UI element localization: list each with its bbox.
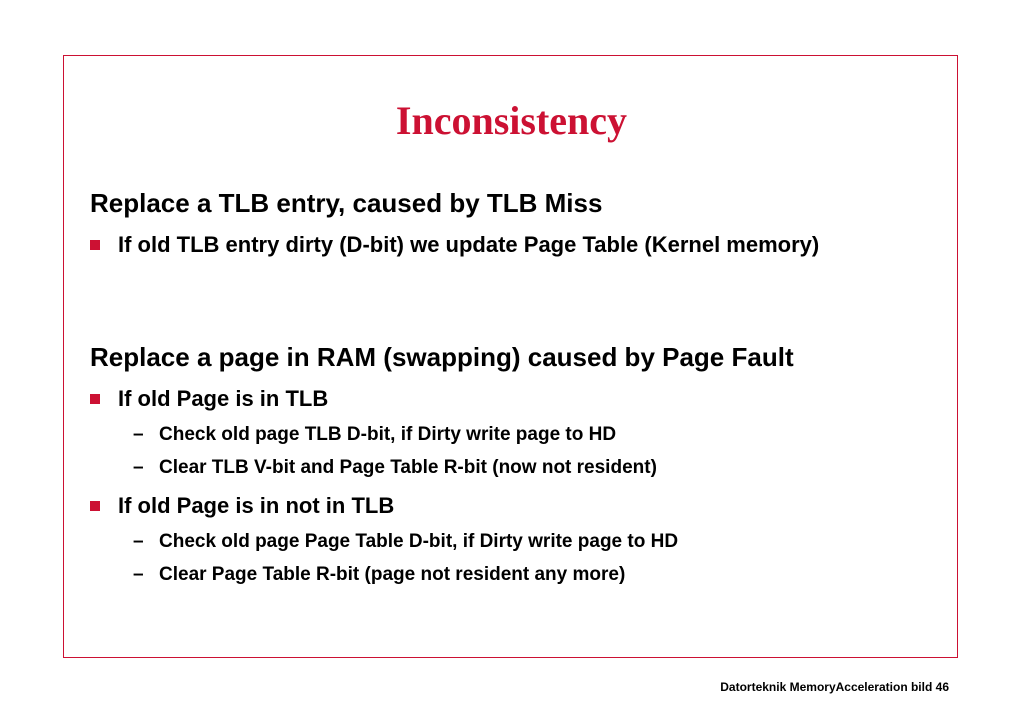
sub-bullet-clear-tlb-v-bit: [133, 455, 657, 481]
bullet-old-page-not-in-tlb: [90, 490, 888, 522]
dash-bullet-icon: –: [133, 531, 144, 552]
bullet-old-page-in-tlb: [90, 383, 888, 415]
bullet-old-tlb-entry-dirty: [90, 229, 888, 261]
dash-bullet-icon: –: [133, 457, 144, 478]
bullet-text: If old TLB entry dirty (D-bit) we update Page Table (Kernel memory): [118, 232, 820, 257]
square-bullet-icon: [90, 240, 100, 250]
sub-bullet-clear-page-table-r-bit: [133, 562, 625, 588]
sub-bullet-text: Clear Page Table R-bit (page not resident any more): [159, 564, 626, 585]
sub-bullet-text: Clear TLB V-bit and Page Table R-bit (now not resident): [159, 457, 657, 478]
bullet-text: If old Page is in TLB: [118, 386, 329, 411]
sub-bullet-text: Check old page Page Table D-bit, if Dirty write page to HD: [159, 531, 679, 552]
dash-bullet-icon: –: [133, 564, 144, 585]
square-bullet-icon: [90, 394, 100, 404]
sub-bullet-check-tlb-d-bit: [133, 422, 616, 448]
section-heading-page-fault: Replace a page in RAM (swapping) caused by Page Fault: [90, 342, 794, 372]
sub-bullet-check-page-table-d-bit: [133, 529, 678, 555]
dash-bullet-icon: –: [133, 424, 144, 445]
slide-title: Inconsistency: [395, 98, 628, 143]
section-heading-tlb-miss: Replace a TLB entry, caused by TLB Miss: [90, 188, 603, 218]
slide-footer: Datorteknik MemoryAcceleration bild 46: [720, 680, 949, 694]
sub-bullet-text: Check old page TLB D-bit, if Dirty write page to HD: [159, 424, 617, 445]
bullet-text: If old Page is in not in TLB: [118, 493, 395, 518]
square-bullet-icon: [90, 501, 100, 511]
